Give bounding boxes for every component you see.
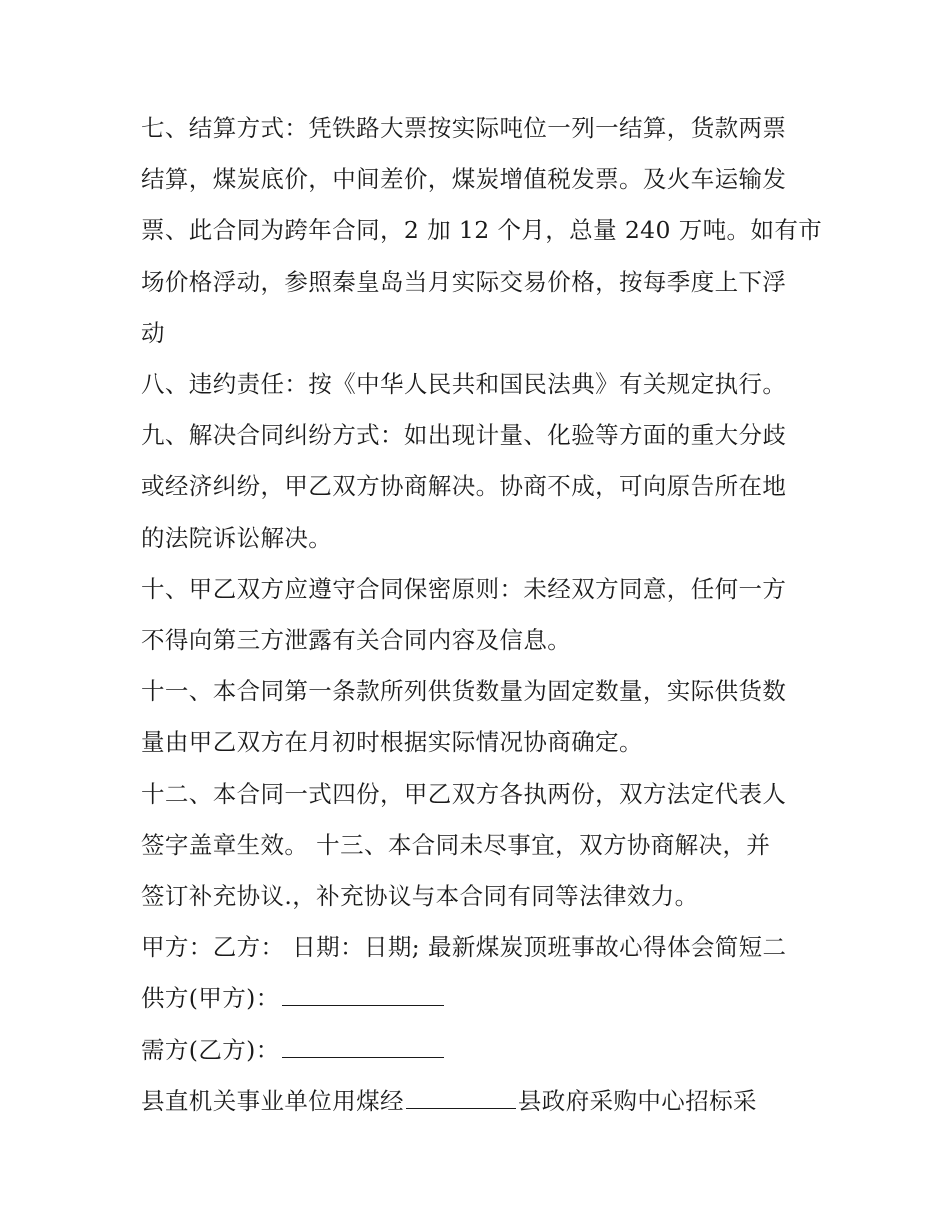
last-line-blank — [406, 1078, 516, 1109]
clause-7-line-1: 七、结算方式：凭铁路大票按实际吨位一列一结算，货款两票 — [141, 114, 787, 142]
clause-7-line-3: 票、此合同为跨年合同，2 加 12 个月，总量 240 万吨。如有市 — [141, 216, 823, 245]
clause-9-line-3: 的法院诉讼解决。 — [141, 523, 333, 552]
clause-10-line-1: 十、甲乙双方应遵守合同保密原则：未经双方同意，任何一方 — [141, 574, 787, 603]
last-line — [141, 1076, 821, 1127]
clause-7-line-2: 结算，煤炭底价，中间差价，煤炭增值税发票。及火车运输发 — [141, 165, 787, 194]
buyer-blank — [282, 1027, 444, 1058]
document-body — [141, 103, 821, 1127]
clause-10-line-2: 不得向第三方泄露有关合同内容及信息。 — [141, 626, 572, 655]
clause-7-line-5: 动 — [141, 318, 165, 347]
clause-11-line-2: 量由甲乙双方在月初时根据实际情况协商确定。 — [141, 728, 643, 757]
last-line-suffix: 县政府采购中心招标采 — [517, 1086, 757, 1115]
supplier-label: 供方(甲方)： — [141, 984, 280, 1013]
clause-7-line-4: 场价格浮动，参照秦皇岛当月实际交易价格，按每季度上下浮 — [141, 267, 787, 296]
supplier-line — [141, 973, 821, 1024]
clause-11-line-1: 十一、本合同第一条款所列供货数量为固定数量，实际供货数 — [141, 677, 787, 706]
supplier-blank — [282, 975, 444, 1006]
clause-9-line-1: 九、解决合同纠纷方式：如出现计量、化验等方面的重大分歧 — [141, 421, 787, 450]
last-line-prefix: 县直机关事业单位用煤经 — [141, 1086, 404, 1115]
signature-line: 甲方：乙方： 日期：日期; 最新煤炭顶班事故心得体会简短二 — [141, 933, 787, 962]
clause-12-line-2: 签字盖章生效。 十三、本合同未尽事宜，双方协商解决，并 — [141, 830, 771, 859]
clause-12-line-3: 签订补充协议.，补充协议与本合同有同等法律效力。 — [141, 882, 699, 911]
clause-12-line-1: 十二、本合同一式四份，甲乙双方各执两份，双方法定代表人 — [141, 779, 787, 808]
clause-9-line-2: 或经济纠纷，甲乙双方协商解决。协商不成，可向原告所在地 — [141, 472, 787, 501]
buyer-line — [141, 1025, 821, 1076]
buyer-label: 需方(乙方)： — [141, 1035, 280, 1064]
clause-8: 八、违约责任：按《中华人民共和国民法典》有关规定执行。 — [141, 370, 787, 399]
